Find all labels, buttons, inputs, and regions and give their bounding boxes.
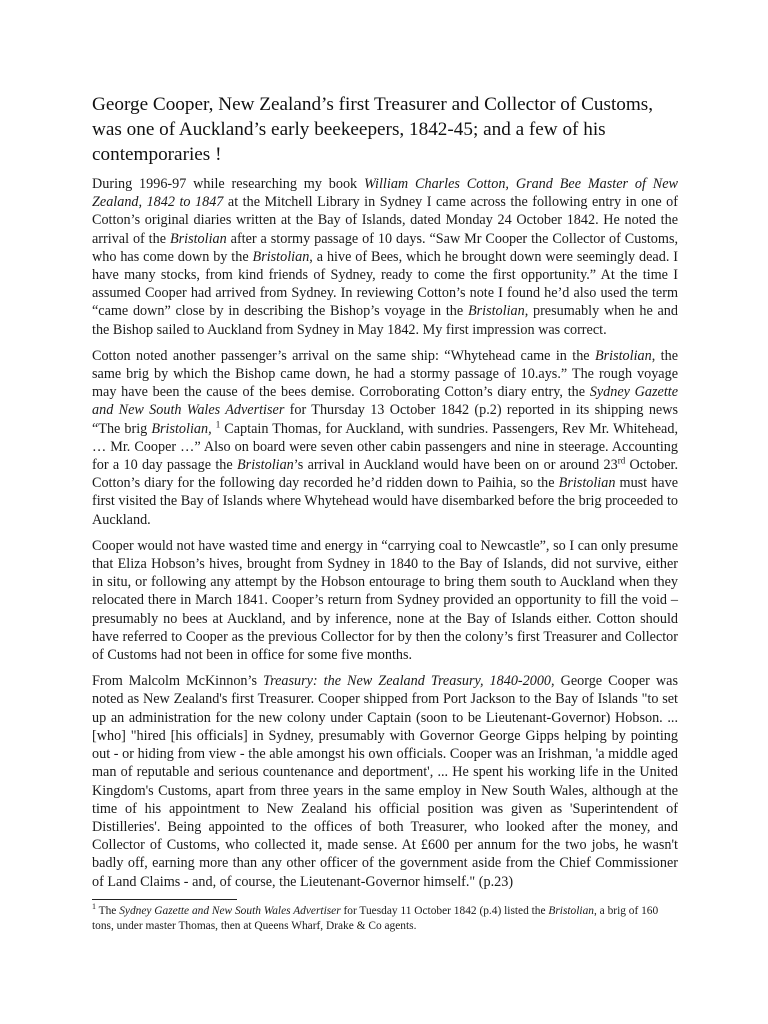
paragraph-3: Cooper would not have wasted time and energy in “carrying coal to Newcastle”, so I can only presume that Eliza Hobson’s hives, brought from Sydney in 1840 to the Bay of Islands, did not survive, either in situ, or following any attempt by the Hobson entourage to bring them south to Auckland when they relocated there in March 1841. Cooper’s return from Sydney provided an opportunity to fill the void – presumably no bees at Auckland, and by inference, none at the Bay of Islands either. Cotton should have referred to Cooper as the previous Collector for by then the colony’s first Treasurer and Collector of Customs had not been in office for some five months. [92, 537, 678, 664]
p2-ship-name-4: Bristolian [558, 475, 616, 492]
p1-ship-name-1: Bristolian [169, 230, 227, 247]
fn-text-1: The [96, 904, 120, 917]
p2-text-5: ’s arrival in Auckland would have been on or around 23 [293, 457, 618, 474]
p2-text-6: October. Cotton’s diary for the following day recorded he’d ridden down to Paihia, so the [92, 457, 679, 492]
p1-ship-name-3: Bristolian [467, 303, 525, 320]
p4-book-title: Treasury: the New Zealand Treasury, 1840-2000 [263, 673, 552, 690]
p2-ship-name-1: Bristolian [594, 347, 652, 364]
fn-text-2: for Tuesday 11 October 1842 (p.4) listed the [340, 904, 549, 917]
footnote-ref-1[interactable]: 1 [215, 418, 221, 429]
p2-ship-name-2: Bristolian, [151, 420, 212, 437]
paragraph-2 [92, 347, 678, 529]
fn-newspaper-name: Sydney Gazette and New South Wales Advertiser [119, 904, 341, 917]
paragraph-4 [92, 672, 678, 890]
footnote-number: 1 [92, 901, 96, 911]
p1-text-1: During 1996-97 while researching my book [92, 176, 365, 192]
p2-newspaper-name: Sydney Gazette and New South Wales Advertiser [92, 384, 678, 419]
p1-book-title: William Charles Cotton, Grand Bee Master of New Zealand, 1842 to 1847 [92, 176, 678, 211]
fn-text-3: , a brig of 160 tons, under master Thomas, then at Queens Wharf, Drake & Co agents. [92, 904, 659, 933]
p2-text-2: , the same brig by which the Bishop came down, he had a stormy passage of 10.ays.” The rough voyage may have been the cause of the bees demise. Corroborating Cotton’s diary entry, the [92, 347, 678, 401]
paragraph-1 [92, 175, 678, 339]
p4-text-2: , George Cooper was noted as New Zealand's first Treasurer. Cooper shipped from Port Jackson to the Bay of Islands "to set up an administration for the new colony under Captain (soon to be Lieutenant-Governor) Hobson. ... [who] "hired [his officials] in Sydney, presumably with Governor George Gipps helping by pointing out - or hiding from view - the able amongst his own officials. Cooper was an Irishman, 'a middle aged man of reputable and serious countenance and deportment', ... He spent his working life in the United Kingdom's Customs, apart from three years in the same employ in New South Wales, although at the time of his appointment to New Zealand his official position was given as 'Superintendent of Distilleries'. Being appointed to the offices of both Treasurer, who looked after the money, and Collector of Customs, who collected it, made sense. At £600 per annum for the two jobs, he wasn't badly off, earning more than any other officer of the government aside from the Chief Commissioner of Land Claims - and, of course, the Lieutenant-Governor himself." (p.23) [92, 673, 678, 890]
p1-text-3: after a stormy passage of 10 days. “Saw Mr Cooper the Collector of Customs, who has come down by the [92, 230, 679, 265]
footnote-divider [92, 899, 237, 900]
article-title: George Cooper, New Zealand’s first Treasurer and Collector of Customs, was one of Auckland’s early beekeepers, 1842-45; and a few of his contemporaries ! [92, 94, 654, 165]
p1-ship-name-2: Bristolian [252, 248, 310, 265]
p2-text-3: for Thursday 13 October 1842 (p.2) reported in its shipping news “The brig [92, 402, 678, 437]
ordinal-suffix: rd [617, 455, 626, 466]
p2-text-7: must have first visited the Bay of Islands where Whytehead would have disembarked before the brig proceeded to Auckland. [92, 475, 678, 528]
footnote-1 [92, 901, 678, 935]
p4-text-1: From Malcolm McKinnon’s [92, 673, 263, 690]
p1-text-5: , presumably when he and the Bishop sailed to Auckland from Sydney in May 1842. My first impression was correct. [92, 303, 678, 338]
p2-ship-name-3: Bristolian [237, 457, 294, 474]
p2-text-1: Cotton noted another passenger’s arrival on the same ship: “Whytehead came in the [92, 347, 595, 364]
p2-text-4: Captain Thomas, for Auckland, with sundries. Passengers, Rev Mr. Whitehead, … Mr. Cooper …” Also on board were seven other cabin passengers and nine in steerage. Accounting for a 10 day passage the [92, 420, 678, 474]
p1-text-4: , a hive of Bees, which he brought down were seemingly dead. I have many stocks, from kind friends of Sydney, ready to come the first opportunity.” At the time I assumed Cooper had arrived from Sydney. In reviewing Cotton’s note I found he’d also used the term “came down” close by in describing the Bishop’s voyage in the [92, 248, 678, 320]
p1-text-2: at the Mitchell Library in Sydney I came across the following entry in one of Cotton’s original diaries written at the Bay of Islands, dated Monday 24 October 1842. He noted the arrival of the [92, 194, 678, 247]
fn-ship-name: Bristolian [548, 904, 594, 917]
